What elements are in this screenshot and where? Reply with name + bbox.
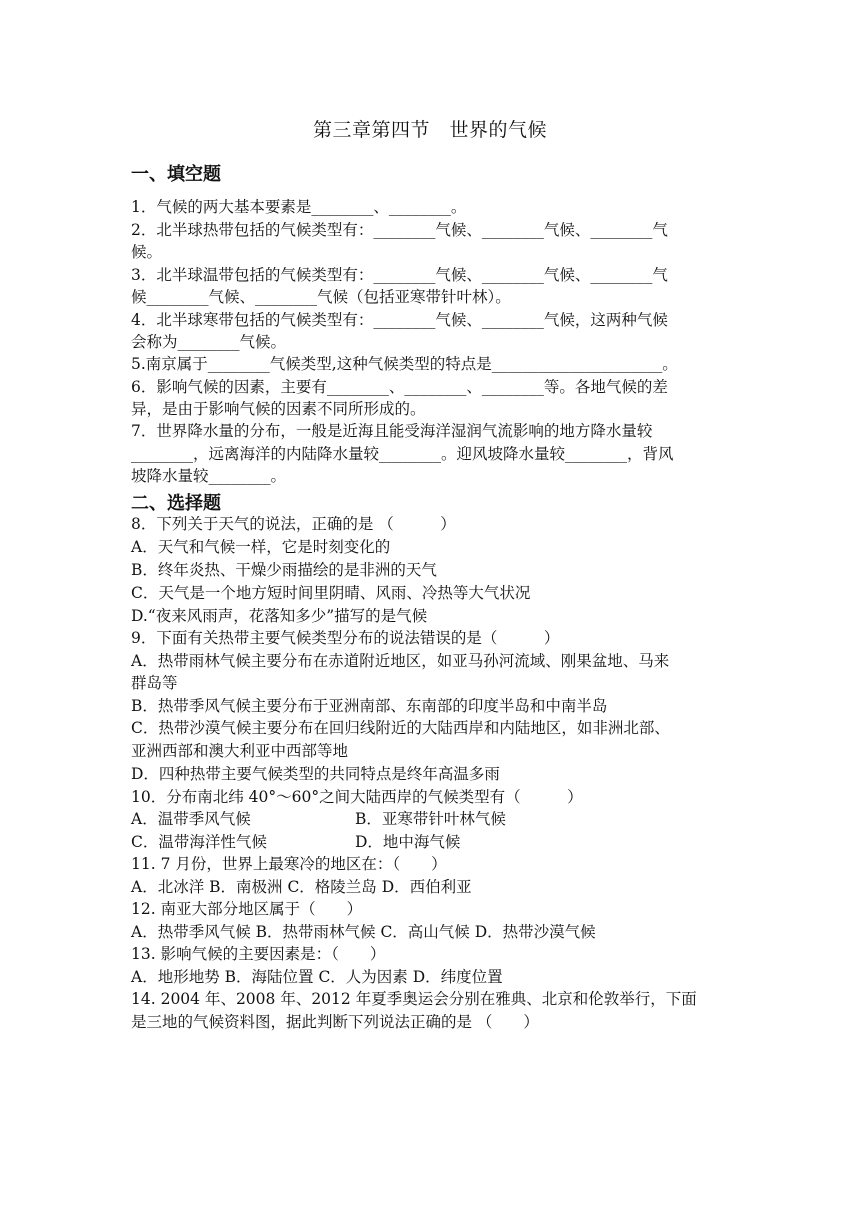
option-line: B．热带季风气候主要分布于亚洲南部、东南部的印度半岛和中南半岛 [131, 697, 608, 715]
question-line: 8．下列关于天气的说法，正确的是 （ ） [131, 515, 456, 533]
question-line: 2．北半球热带包括的气候类型有：________气候、________气候、________气 [131, 221, 668, 239]
question-line: 11. 7 月份，世界上最寒冷的地区在：（ ） [131, 855, 447, 873]
option-line: D.“夜来风雨声，花落知多少”描写的是气候 [131, 607, 428, 625]
option-line: C．温带海洋性气候 [131, 833, 267, 851]
question-line: 3．北半球温带包括的气候类型有：________气候、________气候、________气 [131, 266, 668, 284]
option-line: 亚洲西部和澳大利亚中西部等地 [131, 742, 349, 760]
question-line: 候。 [131, 243, 163, 261]
question-line: 坡降水量较________。 [131, 467, 287, 485]
section-heading-choice: 二、选择题 [131, 493, 221, 514]
question-line: 10．分布南北纬 40°～60°之间大陆西岸的气候类型有（ ） [131, 788, 583, 806]
option-line: A．温带季风气候 [131, 810, 251, 828]
option-line: C．热带沙漠气候主要分布在回归线附近的大陆西岸和内陆地区，如非洲北部、 [131, 719, 670, 737]
option-line: A．地形地势 B．海陆位置 C．人为因素 D．纬度位置 [131, 968, 503, 986]
option-line: C．天气是一个地方短时间里阴晴、风雨、冷热等大气状况 [131, 584, 531, 602]
question-line: 是三地的气候资料图，据此判断下列说法正确的是 （ ） [131, 1013, 539, 1031]
question-line: 14. 2004 年、2008 年、2012 年夏季奥运会分别在雅典、北京和伦敦举行，下面 [131, 990, 697, 1008]
question-line: 会称为________气候。 [131, 333, 287, 351]
question-line: 12. 南亚大部分地区属于（ ） [131, 900, 363, 918]
question-line: 5.南京属于________气候类型,这种气候类型的特点是______________________。 [131, 355, 678, 373]
question-line: 1．气候的两大基本要素是________、________。 [131, 198, 467, 216]
question-line: 4．北半球寒带包括的气候类型有：________气候、________气候，这两种气候 [131, 311, 668, 329]
option-line: A．热带雨林气候主要分布在赤道附近地区，如亚马孙河流域、刚果盆地、马来 [131, 652, 670, 670]
option-line: 群岛等 [131, 674, 178, 692]
question-line: 6．影响气候的因素，主要有________、________、________等。各地气候的差 [131, 378, 668, 396]
option-line: A．北冰洋 B．南极洲 C．格陵兰岛 D．西伯利亚 [131, 878, 472, 896]
option-line: B．亚寒带针叶林气候 [355, 810, 506, 828]
question-line: ________，远离海洋的内陆降水量较________。迎风坡降水量较________，背风 [131, 445, 674, 463]
section-heading-fill: 一、填空题 [131, 164, 221, 185]
question-line: 9．下面有关热带主要气候类型分布的说法错误的是（ ） [131, 629, 560, 647]
option-line: D．四种热带主要气候类型的共同特点是终年高温多雨 [131, 765, 500, 783]
page-title: 第三章第四节 世界的气候 [312, 119, 547, 141]
question-line: 7．世界降水量的分布，一般是近海且能受海洋湿润气流影响的地方降水量较 [131, 422, 653, 440]
question-line: 候________气候、________气候（包括亚寒带针叶林）。 [131, 288, 511, 306]
option-line: D．地中海气候 [355, 833, 461, 851]
option-line: A．天气和气候一样，它是时刻变化的 [131, 538, 391, 556]
option-line: A．热带季风气候 B．热带雨林气候 C．高山气候 D．热带沙漠气候 [131, 923, 596, 941]
question-line: 13. 影响气候的主要因素是：（ ） [131, 945, 386, 963]
question-line: 异，是由于影响气候的因素不同所形成的。 [131, 400, 426, 418]
option-line: B．终年炎热、干燥少雨描绘的是非洲的天气 [131, 561, 437, 579]
